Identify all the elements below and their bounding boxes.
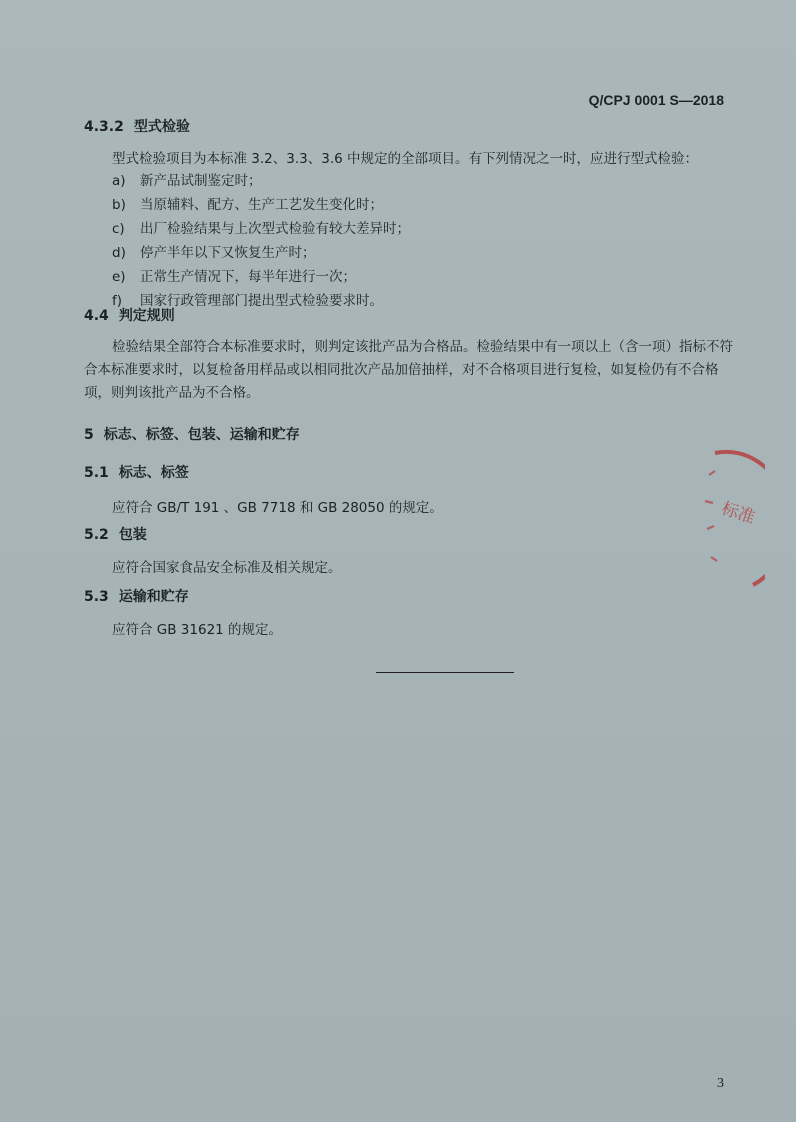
- heading-5-3: 5.3 运输和贮存: [84, 589, 189, 605]
- end-of-document-rule: [376, 672, 514, 673]
- paragraph-5-3: 应符合 GB 31621 的规定。: [112, 622, 283, 638]
- paragraph-5-2: 应符合国家食品安全标准及相关规定。: [112, 560, 342, 576]
- section-number: 4.3.2: [84, 119, 124, 135]
- list-item: a) 新产品试制鉴定时；: [112, 173, 262, 189]
- page-number: 3: [717, 1076, 724, 1091]
- heading-4-4: 4.4 判定规则: [84, 308, 175, 324]
- list-item: c) 出厂检验结果与上次型式检验有较大差异时；: [112, 221, 410, 237]
- inspection-conditions-list: [112, 169, 410, 313]
- paragraph-judgment-rules: 检验结果全部符合本标准要求时，则判定该批产品为合格品。检验结果中有一项以上（含一项）指标不符合本标准要求时，以复检备用样品或以相同批次产品加倍抽样，对不合格项目进行复检，如复检仍有不合格项，则判该批产品为不合格。: [84, 339, 733, 401]
- seal-stamp-icon: [695, 445, 765, 595]
- heading-5-2: 5.2 包装: [84, 527, 147, 543]
- section-title: 型式检验: [133, 119, 190, 135]
- paragraph-4-3-2-intro: 型式检验项目为本标准 3.2、3.3、3.6 中规定的全部项目。有下列情况之一时，应进行型式检验：: [112, 151, 698, 167]
- paragraph-5-1: 应符合 GB/T 191 、GB 7718 和 GB 28050 的规定。: [112, 500, 443, 516]
- list-item: e) 正常生产情况下，每半年进行一次；: [112, 269, 356, 285]
- list-item: b) 当原辅料、配方、生产工艺发生变化时；: [112, 197, 383, 213]
- heading-4-3-2: [84, 116, 190, 136]
- heading-5: 5 标志、标签、包装、运输和贮存: [84, 427, 300, 443]
- svg-text:标准: 标准: [718, 498, 758, 529]
- document-code: Q/CPJ 0001 S—2018: [588, 92, 724, 108]
- list-item: d) 停产半年以下又恢复生产时；: [112, 245, 316, 261]
- heading-5-1: 5.1 标志、标签: [84, 465, 189, 481]
- list-item: f) 国家行政管理部门提出型式检验要求时。: [112, 293, 383, 309]
